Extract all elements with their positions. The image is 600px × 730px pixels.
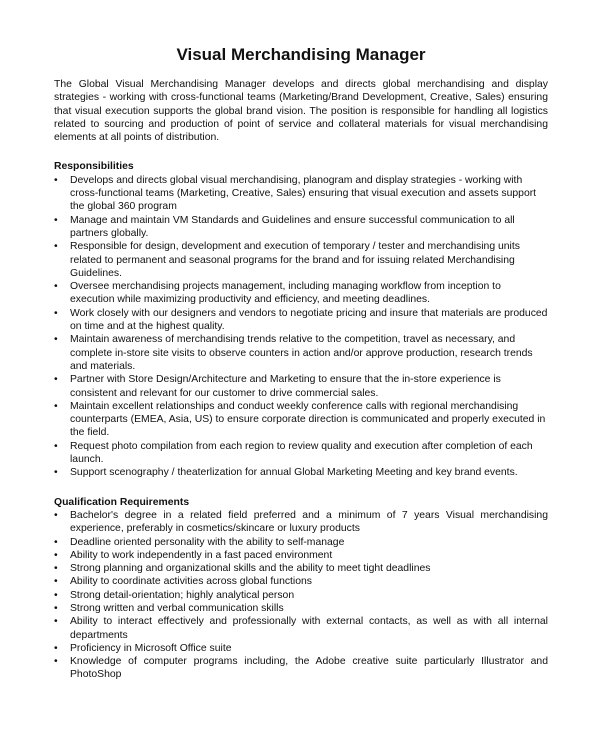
page-title: Visual Merchandising Manager (176, 45, 426, 64)
list-item: • Responsible for design, development and execution of temporary / tester and merchandising units related to permanent and seasonal programs for the brand and for issuing related Merchandising Guidelines. (54, 240, 548, 280)
qualifications-list (54, 509, 548, 682)
list-item: • Maintain excellent relationships and conduct weekly conference calls with regional merchandising counterparts (EMEA, Asia, US) to ensure corporate direction is communicated and properly executed in the field. (54, 400, 548, 440)
list-item: • Bachelor's degree in a related field preferred and a minimum of 7 years Visual merchandising experience, preferably in cosmetics/skincare or luxury products (54, 509, 548, 536)
list-item: • Manage and maintain VM Standards and Guidelines and ensure successful communication to all partners globally. (54, 214, 548, 241)
responsibilities-list (54, 174, 548, 480)
list-item: • Work closely with our designers and vendors to negotiate pricing and insure that materials are produced on time and at the highest quality. (54, 307, 548, 334)
intro-paragraph: The Global Visual Merchandising Manager develops and directs global merchandising and display strategies - working with cross-functional teams (Marketing/Brand Development, Creative, Sales) ensuring that visual execution supports the global brand vision. The position is responsible for handling all logistics related to sourcing and production of point of service and collateral materials for visual merchandising elements at all points of distribution. (54, 79, 548, 144)
list-item: • Develops and directs global visual merchandising, planogram and display strategies - working with cross-functional teams (Marketing, Creative, Sales) ensuring that visual execution and assets support the global 360 program (54, 174, 548, 214)
qualifications-heading: Qualification Requirements (54, 496, 190, 508)
list-item: • Support scenography / theaterlization for annual Global Marketing Meeting and key brand events. (54, 466, 548, 479)
list-item: • Knowledge of computer programs including, the Adobe creative suite particularly Illustrator and PhotoShop (54, 655, 548, 682)
list-item: • Maintain awareness of merchandising trends relative to the competition, travel as necessary, and complete in-store site visits to observe counters in action and/or approve production, research trends and materials. (54, 333, 548, 373)
list-item: • Oversee merchandising projects management, including managing workflow from inception to execution while maximizing productivity and efficiency, and meeting deadlines. (54, 280, 548, 307)
list-item: • Strong detail-orientation; highly analytical person (54, 589, 548, 602)
list-item: • Ability to interact effectively and professionally with external contacts, as well as with all internal departments (54, 615, 548, 642)
list-item: • Partner with Store Design/Architecture and Marketing to ensure that the in-store experience is consistent and relevant for our customer to drive commercial sales. (54, 373, 548, 400)
responsibilities-heading: Responsibilities (54, 161, 134, 173)
list-item: • Ability to work independently in a fast paced environment (54, 549, 548, 562)
list-item: • Request photo compilation from each region to review quality and execution after completion of each launch. (54, 440, 548, 467)
list-item: • Strong planning and organizational skills and the ability to meet tight deadlines (54, 562, 548, 575)
list-item: • Proficiency in Microsoft Office suite (54, 642, 548, 655)
list-item: • Strong written and verbal communication skills (54, 602, 548, 615)
list-item: • Deadline oriented personality with the ability to self-manage (54, 536, 548, 549)
list-item: • Ability to coordinate activities across global functions (54, 575, 548, 588)
